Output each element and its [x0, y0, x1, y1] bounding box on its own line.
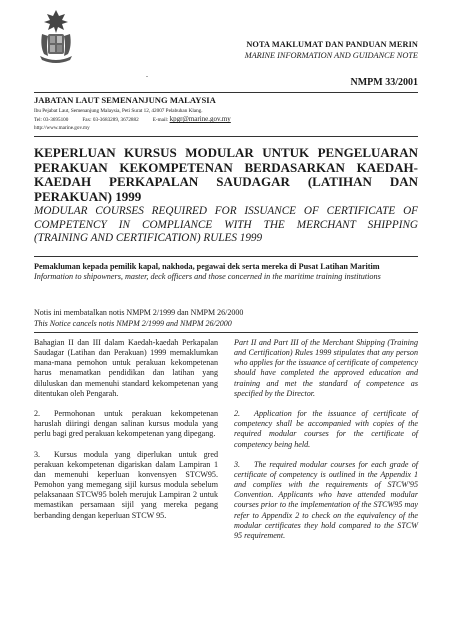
paragraph-number: 2. [234, 409, 241, 419]
title-divider [34, 256, 418, 257]
paragraph-3-en [234, 460, 418, 541]
agency-tel: Tel: 03-3695100 [34, 117, 69, 124]
cancellation-en: This Notice cancels notis NMPM 2/1999 and NMPM 26/2000 [34, 318, 232, 328]
paragraph-text: Application for the issuance of certificate of competency shall be accompanied with copies of the required modular courses for the certificate of competency being held. [234, 409, 418, 449]
paragraph-number: 2. [34, 409, 41, 419]
agency-contact-row [34, 115, 334, 124]
agency-divider [34, 136, 418, 137]
body-column-en [234, 338, 418, 551]
body-column-ms [34, 338, 218, 531]
notice-title-ms: KEPERLUAN KURSUS MODULAR UNTUK PENGELUARAN PERAKUAN KEKOMPETENAN BERDASARKAN KAEDAH-KAEDAH PERKAPALAN SAUDAGAR (LATIHAN DAN PERAKUAN) 1999 [34, 145, 418, 204]
paragraph-number: 3. [234, 459, 241, 469]
addressee-en: Information to shipowners, master, deck officers and those concerned in the maritime training institutions [34, 272, 381, 281]
paragraph-1-ms: Bahagian II dan III dalam Kaedah-kaedah Perkapalan Saudagar (Latihan dan Perakuan) 1999 memaklumkan mana-mana pemohon untuk perakuan kekompetenan harus menamatkan pendidikan dan latihan yang diluluskan dan memenuhi standard kekompetenan yang ditentukan oleh Pengarah. [34, 338, 218, 398]
agency-address: Ibu Pejabat Laut, Semenanjung Malaysia, Peti Surat 12, 42007 Pelabuhan Klang. [34, 108, 203, 114]
malaysia-crest-logo [34, 6, 78, 64]
agency-contact [34, 107, 334, 133]
header-dot: . [146, 70, 148, 79]
agency-email-link[interactable]: kpgr@marine.gov.my [169, 115, 231, 124]
cancellation-block [34, 308, 418, 329]
agency-website[interactable]: http://www.marine.gov.my [34, 125, 90, 132]
addressee-block [34, 262, 418, 282]
notice-number: NMPM 33/2001 [350, 77, 418, 88]
paragraph-1-en: Part II and Part III of the Merchant Shipping (Training and Certification) Rules 1999 stipulates that any person who applies for the issuance of certificate of competency should have completed the approved education and training and met the standard of competence as specified by the Director. [234, 338, 418, 398]
notice-title-block [34, 146, 418, 246]
notice-title-en: MODULAR COURSES REQUIRED FOR ISSUANCE OF CERTIFICATE OF COMPETENCY IN COMPLIANCE WITH THE MERCHANT SHIPPING (TRAINING AND CERTIFICATION) RULES 1999 [34, 205, 418, 244]
header-divider [34, 92, 418, 93]
header-title-en: MARINE INFORMATION AND GUIDANCE NOTE [244, 51, 418, 60]
paragraph-number: 3. [34, 449, 41, 459]
paragraph-text: The required modular courses for each grade of certificate of competency is outlined in the Appendix 1 and complies with the requirements of STCW'95 Convention. Applicants who have attended modular courses prior to the implementation of the STCW95 may refer to Appendix 2 to check on the equivalency of the modular certificates they hold compared to the STCW 95 requirement. [234, 459, 418, 540]
cancellation-ms: Notis ini membatalkan notis NMPM 2/1999 dan NMPM 26/2000 [34, 308, 244, 317]
paragraph-text: Permohonan untuk perakuan kekompetenan haruslah diiringi dengan salinan kursus modula yang perlu bagi gred perakuan kekompetenan yang dipegang. [34, 409, 218, 439]
header-title-ms: NOTA MAKLUMAT DAN PANDUAN MERIN [246, 40, 418, 49]
paragraph-text: Kursus modula yang diperlukan untuk gred perakuan kekompetenan digariskan dalam Lampiran 1 dan memenuhi keperluan konvensyen STCW95. Pemohon yang memegang sijil kursus modula sebelum pelaksanaan STCW95 boleh merujuk Lampiran 2 untuk memastikan persamaan sijil yang mereka pegang berbanding dengan keperluan STCW 95. [34, 449, 218, 520]
body-divider [34, 332, 418, 333]
paragraph-2-en [234, 409, 418, 450]
paragraph-2-ms [34, 409, 218, 439]
agency-fax: Fax: 03-3683289, 3672882 [82, 117, 139, 124]
agency-name: JABATAN LAUT SEMENANJUNG MALAYSIA [34, 95, 216, 105]
agency-email-label: E-mail: [152, 117, 169, 124]
addressee-ms: Pemakluman kepada pemilik kapal, nakhoda, pegawai dek serta mereka di Pusat Latihan Maritim [34, 262, 380, 271]
paragraph-3-ms [34, 450, 218, 521]
